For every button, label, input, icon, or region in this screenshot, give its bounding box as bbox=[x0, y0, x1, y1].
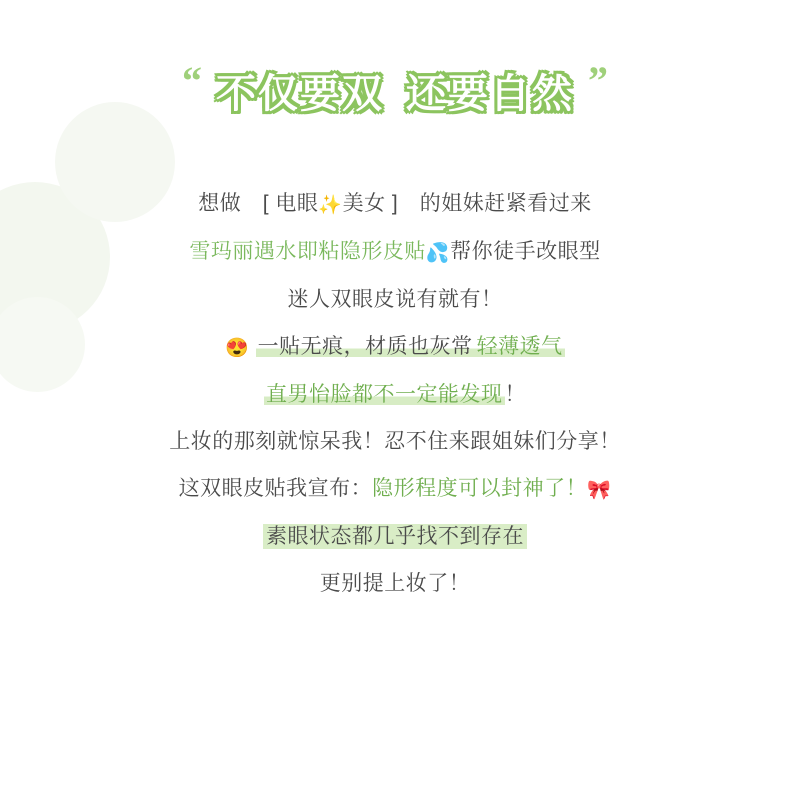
body-copy bbox=[0, 193, 790, 594]
ribbon-heart-icon: 🎀 bbox=[587, 480, 612, 501]
body-line-7 bbox=[0, 478, 790, 500]
body-line-1 bbox=[0, 193, 790, 215]
sparkles-icon: ✨ bbox=[318, 195, 343, 216]
line8-text: 素眼状态都几乎找不到存在 bbox=[263, 524, 527, 549]
line2-text-b: 帮你徒手改眼型 bbox=[450, 240, 601, 263]
headline-part-2: 还要自然 bbox=[406, 72, 574, 116]
open-quote-icon: “ bbox=[182, 57, 202, 103]
line7-text-a: 这双眼皮贴我宣布： bbox=[178, 477, 373, 500]
content-container bbox=[0, 57, 790, 595]
poster-page bbox=[0, 57, 790, 804]
line5-text-b: ！ bbox=[504, 383, 526, 406]
body-line-8 bbox=[0, 526, 790, 547]
body-line-5 bbox=[0, 384, 790, 405]
water-drops-icon: 💦 bbox=[425, 243, 451, 264]
line4-text-a: 一贴无痕，材质也灰常 bbox=[257, 335, 473, 358]
body-line-9: 更别提上妆了！ bbox=[319, 572, 471, 595]
headline-part-1: 不仅要双 bbox=[216, 72, 384, 116]
body-line-4 bbox=[0, 336, 790, 358]
line5-text-a: 直男怡脸都不一定能发现 bbox=[266, 383, 503, 406]
line1-text-b: 美女 ] 的姐妹赶紧看过来 bbox=[342, 192, 592, 215]
body-line-2 bbox=[0, 241, 790, 263]
line1-text-a: 想做 [ 电眼 bbox=[198, 192, 319, 215]
line7-text-b: 隐形程度可以封神了！ bbox=[372, 477, 588, 500]
line4-text-b: 轻薄透气 bbox=[476, 335, 563, 358]
close-quote-icon: ” bbox=[588, 57, 608, 103]
heart-eyes-icon: 😍 bbox=[225, 338, 250, 359]
line2-brand-text: 雪玛丽遇水即粘隐形皮贴 bbox=[189, 240, 426, 263]
body-line-3: 迷人双眼皮说有就有！ bbox=[287, 288, 503, 311]
headline bbox=[0, 57, 790, 119]
body-line-6: 上妆的那刻就惊呆我！忍不住来跟姐妹们分享！ bbox=[169, 430, 621, 453]
